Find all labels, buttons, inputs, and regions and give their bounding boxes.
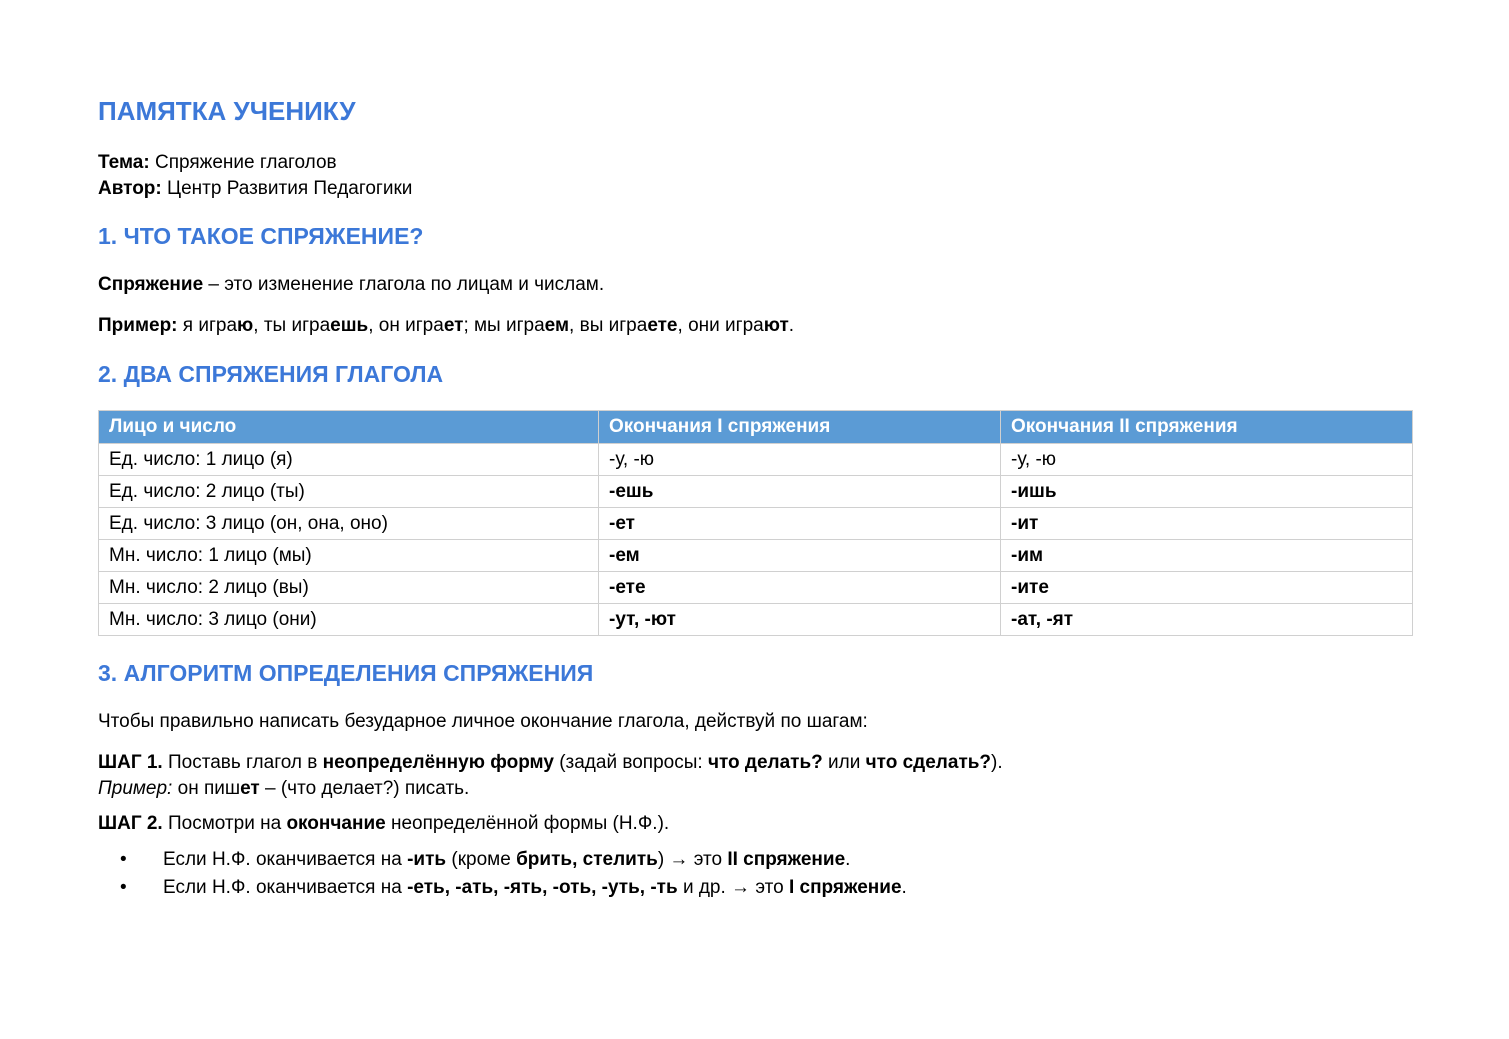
step2-text: Посмотри на bbox=[162, 813, 287, 834]
person-cell: Ед. число: 3 лицо (он, она, оно) bbox=[99, 508, 599, 540]
step2-paragraph bbox=[98, 811, 669, 837]
person-cell: Мн. число: 2 лицо (вы) bbox=[99, 572, 599, 604]
example-ending: ет bbox=[443, 315, 464, 336]
conj1-ending-cell: -ем bbox=[599, 540, 1001, 572]
page-title: ПАМЯТКА УЧЕНИКУ bbox=[98, 96, 356, 126]
step2-bold-term: окончание bbox=[286, 813, 386, 834]
definition-text: – это изменение глагола по лицам и числам. bbox=[203, 274, 605, 295]
conj1-ending-cell: -у, -ю bbox=[599, 444, 1001, 476]
rule-ending: -ить bbox=[407, 849, 447, 870]
topic-label: Тема: bbox=[98, 152, 150, 173]
step1-text: или bbox=[822, 752, 866, 773]
example-text: , ты игра bbox=[253, 315, 331, 336]
step1-text: (задай вопросы: bbox=[553, 752, 708, 773]
list-item bbox=[98, 847, 907, 875]
rule-conjugation: I спряжение bbox=[788, 877, 902, 898]
rule-ending: -еть, -ать, -ять, -оть, -уть, -ть bbox=[407, 877, 678, 898]
example-ending: ют bbox=[763, 315, 789, 336]
definition-term: Спряжение bbox=[98, 274, 204, 295]
example-ending: ем bbox=[544, 315, 570, 336]
rules-list bbox=[98, 847, 907, 903]
example-text: я игра bbox=[177, 315, 238, 336]
step1-paragraph bbox=[98, 750, 1003, 802]
topic-value: Спряжение глаголов bbox=[154, 152, 337, 173]
definition-paragraph bbox=[98, 272, 604, 298]
column-header-conj2: Окончания II спряжения bbox=[1001, 411, 1413, 444]
section3-heading: 3. АЛГОРИТМ ОПРЕДЕЛЕНИЯ СПРЯЖЕНИЯ bbox=[98, 660, 594, 686]
table-row bbox=[99, 572, 1413, 604]
person-cell: Ед. число: 1 лицо (я) bbox=[99, 444, 599, 476]
conj2-ending-cell: -ит bbox=[1001, 508, 1413, 540]
example-text: , они игра bbox=[677, 315, 764, 336]
example-ending: ю bbox=[237, 315, 254, 336]
conj2-ending-cell: -ишь bbox=[1001, 476, 1413, 508]
example-ending: ете bbox=[647, 315, 678, 336]
conj2-ending-cell: -ат, -ят bbox=[1001, 604, 1413, 636]
algorithm-intro: Чтобы правильно написать безударное личное окончание глагола, действуй по шагам: bbox=[98, 711, 868, 732]
rule-text: (кроме bbox=[446, 849, 517, 870]
conj1-ending-cell: -ет bbox=[599, 508, 1001, 540]
step1-example-line bbox=[98, 776, 1003, 802]
person-cell: Мн. число: 3 лицо (они) bbox=[99, 604, 599, 636]
step1-example-text: – (что делает?) писать. bbox=[259, 778, 470, 799]
bullet-icon: • bbox=[120, 877, 127, 898]
step2-label: ШАГ 2. bbox=[98, 813, 163, 834]
table-row bbox=[99, 444, 1413, 476]
conj2-ending-cell: -им bbox=[1001, 540, 1413, 572]
rule-text: Если Н.Ф. оканчивается на bbox=[163, 849, 408, 870]
person-cell: Ед. число: 2 лицо (ты) bbox=[99, 476, 599, 508]
table-row bbox=[99, 508, 1413, 540]
step1-bold-term: неопределённую форму bbox=[322, 752, 554, 773]
rule-text: ) → это bbox=[657, 849, 728, 870]
author-label: Автор: bbox=[98, 178, 162, 199]
conj2-ending-cell: -у, -ю bbox=[1001, 444, 1413, 476]
step1-label: ШАГ 1. bbox=[98, 752, 163, 773]
table-row bbox=[99, 540, 1413, 572]
step1-example-ending: ет bbox=[240, 778, 260, 799]
rule-text: Если Н.Ф. оканчивается на bbox=[163, 877, 408, 898]
document-meta bbox=[98, 150, 412, 202]
step2-text: неопределённой формы (Н.Ф.). bbox=[385, 813, 670, 834]
section1-heading: 1. ЧТО ТАКОЕ СПРЯЖЕНИЕ? bbox=[98, 223, 424, 249]
example-ending: ешь bbox=[330, 315, 369, 336]
section2-heading: 2. ДВА СПРЯЖЕНИЯ ГЛАГОЛА bbox=[98, 361, 444, 387]
rule-text: . bbox=[845, 849, 851, 870]
conjugation-table bbox=[98, 410, 1413, 636]
rule-exception: брить, стелить bbox=[516, 849, 658, 870]
author-value: Центр Развития Педагогики bbox=[167, 178, 413, 199]
example-label: Пример: bbox=[98, 315, 178, 336]
table-header-row bbox=[99, 411, 1413, 444]
list-item bbox=[98, 875, 907, 903]
table-row bbox=[99, 604, 1413, 636]
topic-line bbox=[98, 150, 412, 176]
rule-text: и др. → это bbox=[677, 877, 789, 898]
step1-text: Поставь глагол в bbox=[162, 752, 323, 773]
step1-example-label: Пример: bbox=[98, 778, 173, 799]
rule-text: . bbox=[901, 877, 907, 898]
bullet-icon: • bbox=[120, 849, 127, 870]
example-text: ; мы игра bbox=[463, 315, 545, 336]
example-text: , он игра bbox=[368, 315, 444, 336]
step1-text: ). bbox=[991, 752, 1003, 773]
step1-question: что сделать? bbox=[865, 752, 992, 773]
rule-conjugation: II спряжение bbox=[727, 849, 846, 870]
conj1-ending-cell: -ут, -ют bbox=[599, 604, 1001, 636]
table-row bbox=[99, 476, 1413, 508]
column-header-conj1: Окончания I спряжения bbox=[599, 411, 1001, 444]
conj2-ending-cell: -ите bbox=[1001, 572, 1413, 604]
example-paragraph bbox=[98, 313, 794, 339]
step1-question: что делать? bbox=[707, 752, 823, 773]
conj1-ending-cell: -ешь bbox=[599, 476, 1001, 508]
step1-line bbox=[98, 750, 1003, 776]
example-text: , вы игра bbox=[569, 315, 648, 336]
person-cell: Мн. число: 1 лицо (мы) bbox=[99, 540, 599, 572]
column-header-person: Лицо и число bbox=[99, 411, 599, 444]
step1-example-text: он пиш bbox=[172, 778, 241, 799]
author-line bbox=[98, 176, 412, 202]
example-text: . bbox=[788, 315, 795, 336]
conj1-ending-cell: -ете bbox=[599, 572, 1001, 604]
